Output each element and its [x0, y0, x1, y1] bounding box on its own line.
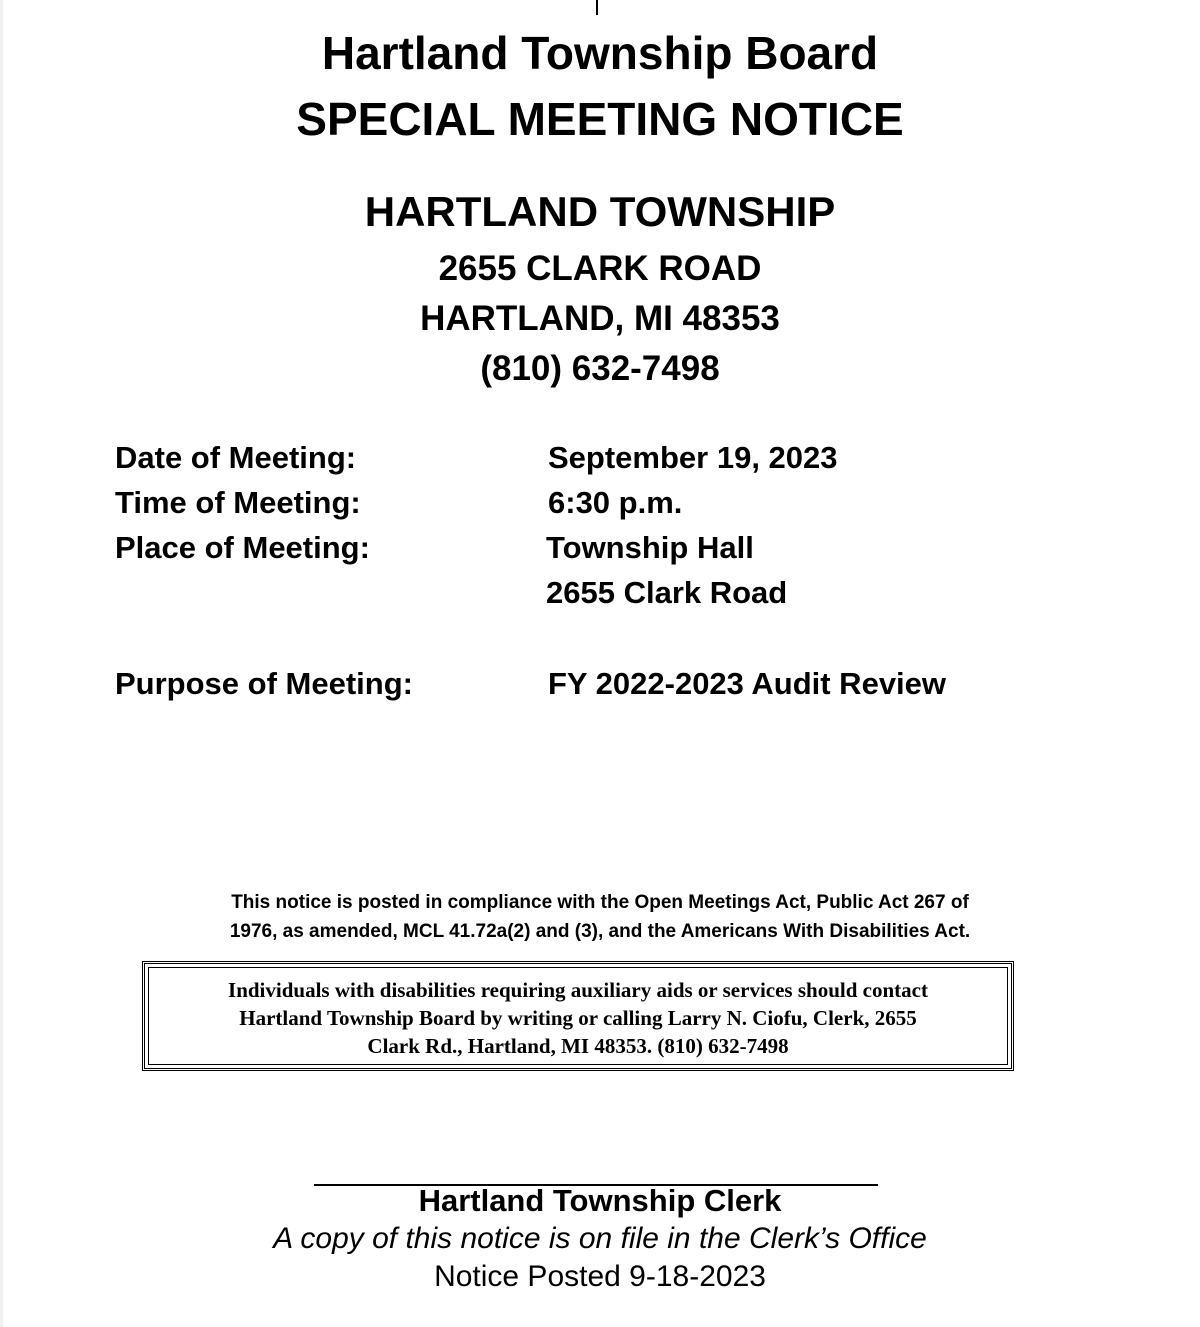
- compliance-notice: [0, 888, 1200, 946]
- date-label: Date of Meeting:: [115, 440, 357, 475]
- organization-name: HARTLAND TOWNSHIP: [364, 188, 836, 235]
- compliance-line1: This notice is posted in compliance with the Open Meetings Act, Public Act 267 of: [231, 892, 969, 913]
- time-value: 6:30 p.m.: [548, 485, 683, 520]
- disability-line3: Clark Rd., Hartland, MI 48353. (810) 632-7498: [367, 1034, 789, 1058]
- page-marker: [596, 0, 598, 15]
- signatory-title: Hartland Township Clerk: [418, 1183, 782, 1218]
- disability-line1: Individuals with disabilities requiring auxiliary aids or services should contact: [228, 978, 928, 1002]
- date-value: September 19, 2023: [548, 440, 838, 475]
- disability-line2: Hartland Township Board by writing or calling Larry N. Ciofu, Clerk, 2655: [239, 1006, 917, 1030]
- disability-notice-text: [165, 976, 991, 1060]
- page-subtitle: SPECIAL MEETING NOTICE: [296, 93, 904, 145]
- posted-date: Notice Posted 9-18-2023: [434, 1260, 766, 1293]
- time-label: Time of Meeting:: [115, 485, 361, 520]
- page-title: Hartland Township Board: [321, 27, 879, 79]
- address-phone: (810) 632-7498: [480, 349, 720, 388]
- address-street: 2655 CLARK ROAD: [438, 249, 762, 288]
- disability-notice-box: [142, 961, 1014, 1071]
- address-city: HARTLAND, MI 48353: [420, 299, 780, 338]
- place-value-line1: Township Hall: [546, 530, 754, 565]
- compliance-line2: 1976, as amended, MCL 41.72a(2) and (3), and the Americans With Disabilities Act.: [229, 921, 971, 942]
- copy-note: A copy of this notice is on file in the Clerk’s Office: [273, 1222, 927, 1255]
- place-value-line2: 2655 Clark Road: [546, 575, 788, 610]
- place-label: Place of Meeting:: [115, 530, 370, 565]
- purpose-value: FY 2022-2023 Audit Review: [548, 666, 947, 701]
- purpose-label: Purpose of Meeting:: [115, 666, 413, 701]
